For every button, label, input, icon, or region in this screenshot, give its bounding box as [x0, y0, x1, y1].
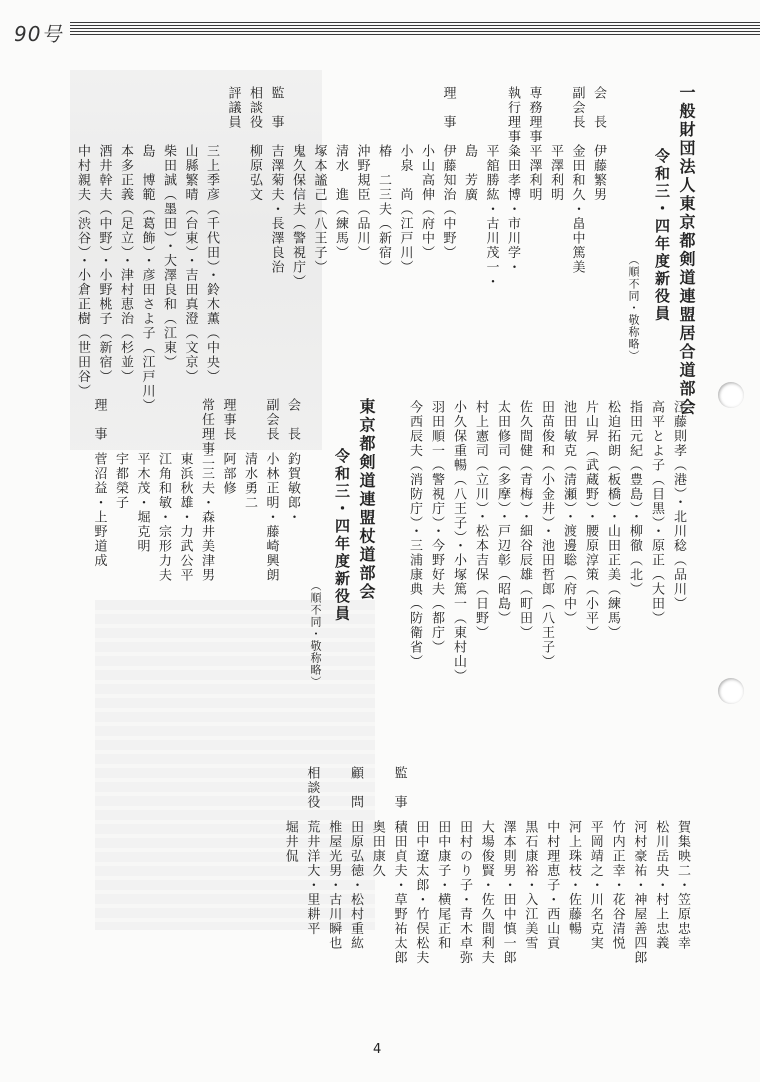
iai-member-line: 太田修司（多摩）・戸辺彰（昭島）: [495, 400, 510, 626]
binder-hole-icon: [718, 382, 744, 408]
jodo-role-label: 相談役: [304, 766, 320, 810]
jodo-term-title: 令和三・四年度新役員: [333, 448, 351, 623]
iai-member-names: 山縣繁晴（台東）・吉田真澄（文京）: [182, 144, 198, 384]
iai-member-names: 柳原弘文: [247, 144, 262, 202]
iai-member-names: 島 芳廣: [462, 144, 477, 202]
iai-member-line: 高平とよ子（目黒）・原正（大田）: [649, 400, 664, 626]
iai-member-names: 平舘勝紘・古川茂一・: [483, 144, 499, 289]
jodo-member-names: 田村のり子・青木卓弥: [457, 820, 472, 965]
iai-member-names: 三上季彦（千代田）・鈴木薫（中央）: [204, 144, 219, 384]
jodo-member-names: 賀集映二・笠原忠幸: [675, 820, 690, 951]
iai-member-names: 吉澤菊夫・長澤良治: [268, 144, 284, 275]
jodo-member-names: 田原弘徳・松村重紘: [348, 820, 363, 951]
iai-member-names: 小泉 尚（江戸川）: [397, 144, 413, 275]
jodo-role-label: 監 事: [391, 766, 407, 810]
header-stripes: [70, 22, 760, 36]
jodo-member-names: 竹内正幸・花谷清悦: [609, 820, 625, 951]
iai-role-label: 評議員: [225, 86, 241, 130]
jodo-member-names: 田中康子・横尾正和: [435, 820, 451, 951]
jodo-member-names: 荒井洋大・里耕平: [304, 820, 320, 936]
jodo-note: （順不同・敬称略）: [309, 580, 322, 688]
iai-role-label: 執行理事: [505, 86, 520, 144]
iai-org-title: 一般財団法人東京都剣道連盟居合道部会: [677, 84, 696, 417]
iai-member-line: 田苗俊和（小金井）・池田哲郎（八王子）: [539, 400, 554, 669]
jodo-member-names: 東浜秋雄・力武公平: [177, 452, 193, 583]
page-header: [0, 0, 760, 46]
jodo-member-names: 中村理恵子・西山貢: [544, 820, 560, 951]
iai-role-label: 相談役: [247, 86, 262, 130]
iai-member-line: 佐久間健（青梅）・細谷辰雄（町田）: [517, 400, 532, 640]
iai-note: （順不同・敬称略）: [627, 254, 640, 362]
iai-member-names: 伊藤繁男: [591, 144, 606, 202]
jodo-member-names: 清水勇二: [242, 452, 257, 510]
iai-member-names: 酒井幹夫（中野）・小野桃子（新宿）: [96, 144, 112, 384]
iai-member-line: 松迫拓朗（板橋）・山田正美（練馬）: [605, 400, 620, 640]
jodo-member-names: 堀井侃: [282, 820, 298, 864]
iai-member-names: 小山高伸（府中）: [419, 144, 434, 260]
iai-member-names: 清水 進（練馬）: [333, 144, 348, 260]
iai-member-line: 片山昇（武蔵野）・腰原淳策（小平）: [583, 400, 598, 640]
iai-member-names: 中村親夫（渋谷）・小倉正樹（世田谷）: [75, 144, 90, 399]
iai-member-names: 椿 二三夫（新宿）: [376, 144, 391, 275]
jodo-member-names: 平岡靖之・川名克実: [587, 820, 603, 951]
jodo-member-names: 二三夫・森井美津男: [199, 452, 214, 583]
jodo-member-names: 河上珠枝・佐藤暢: [566, 820, 581, 936]
jodo-member-names: 江角和敏・宗形力夫: [156, 452, 171, 583]
jodo-member-names: 釣賀敏郎・: [285, 452, 300, 525]
iai-member-names: 鬼久保信夫（警視庁）: [290, 144, 305, 289]
jodo-org-title: 東京都剣道連盟杖道部会: [357, 398, 376, 602]
iai-member-line: 池田敏克（清瀬）・渡邊聡（府中）: [561, 400, 576, 626]
jodo-member-names: 椎屋光男・古川瞬也: [326, 820, 342, 951]
iai-member-names: 沖野規臣（品川）: [354, 144, 370, 260]
issue-label: 90号: [14, 22, 63, 46]
iai-member-names: 柴田誠（墨田）・大澤良和（江東）: [161, 144, 176, 370]
iai-member-names: 伊藤知治（中野）: [440, 144, 456, 260]
iai-member-names: 平澤利明: [548, 144, 563, 202]
iai-member-line: 今西辰夫（消防庁）・三浦康典（防衛省）: [407, 400, 422, 669]
jodo-role-label: 理事長: [220, 398, 236, 442]
iai-member-line: 江藤則孝（港）・北川稔（品川）: [671, 400, 686, 611]
iai-member-names: 島 博範（葛飾）・彦田さよ子（江戸川）: [139, 144, 155, 413]
iai-member-names: 平澤利明: [526, 144, 542, 202]
iai-term-title: 令和三・四年度新役員: [653, 148, 671, 323]
jodo-member-names: 平木茂・堀克明: [134, 452, 150, 554]
iai-member-line: 小久保重暢（八王子）・小塚篤一（東村山）: [451, 400, 466, 684]
jodo-member-names: 黒石康裕・入江美雪: [522, 820, 538, 951]
jodo-member-names: 大場俊賢・佐久間利夫: [478, 820, 494, 965]
jodo-member-names: 菅沼益・上野道成: [91, 452, 107, 568]
jodo-role-label: 常任理事: [199, 398, 214, 456]
jodo-role-label: 顧 問: [348, 766, 363, 810]
jodo-member-names: 阿部修: [220, 452, 236, 496]
binder-hole-icon: [718, 678, 744, 704]
iai-role-label: 副会長: [569, 86, 585, 130]
jodo-member-names: 河村豪祐・神屋善四郎: [631, 820, 647, 965]
iai-role-label: 監 事: [268, 86, 284, 130]
jodo-role-label: 副会長: [263, 398, 279, 442]
iai-member-line: 指田元紀（豊島）・柳徹（北）: [627, 400, 642, 597]
iai-member-names: 金田和久・畠中篤美: [569, 144, 585, 275]
jodo-member-names: 宇都榮子: [113, 452, 128, 510]
iai-role-label: 理 事: [440, 86, 456, 130]
iai-member-line: 羽田順一（警視庁）・今野好夫（都庁）: [429, 400, 444, 655]
iai-member-names: 本多正義（足立）・津村恵治（杉並）: [118, 144, 133, 384]
iai-member-names: 粂田孝博・市川学・: [505, 144, 520, 275]
jodo-member-names: 田中遼太郎・竹俣松夫: [413, 820, 429, 965]
jodo-member-names: 小林正明・藤崎興朗: [263, 452, 279, 583]
iai-member-names: 塚本謐己（八王子）: [311, 144, 327, 275]
jodo-member-names: 澤本則男・田中慎一郎: [500, 820, 516, 965]
jodo-member-names: 積田貞夫・草野祐太郎: [391, 820, 407, 965]
jodo-member-names: 奥田康久: [369, 820, 385, 878]
iai-role-label: 専務理事: [526, 86, 542, 144]
iai-member-line: 村上憲司（立川）・松本吉保（日野）: [473, 400, 488, 640]
iai-role-label: 会 長: [591, 86, 606, 130]
jodo-role-label: 会 長: [285, 398, 300, 442]
jodo-role-label: 理 事: [91, 398, 107, 442]
jodo-member-names: 松川岳央・村上忠義: [653, 820, 669, 951]
page-number: 4: [373, 1042, 382, 1057]
